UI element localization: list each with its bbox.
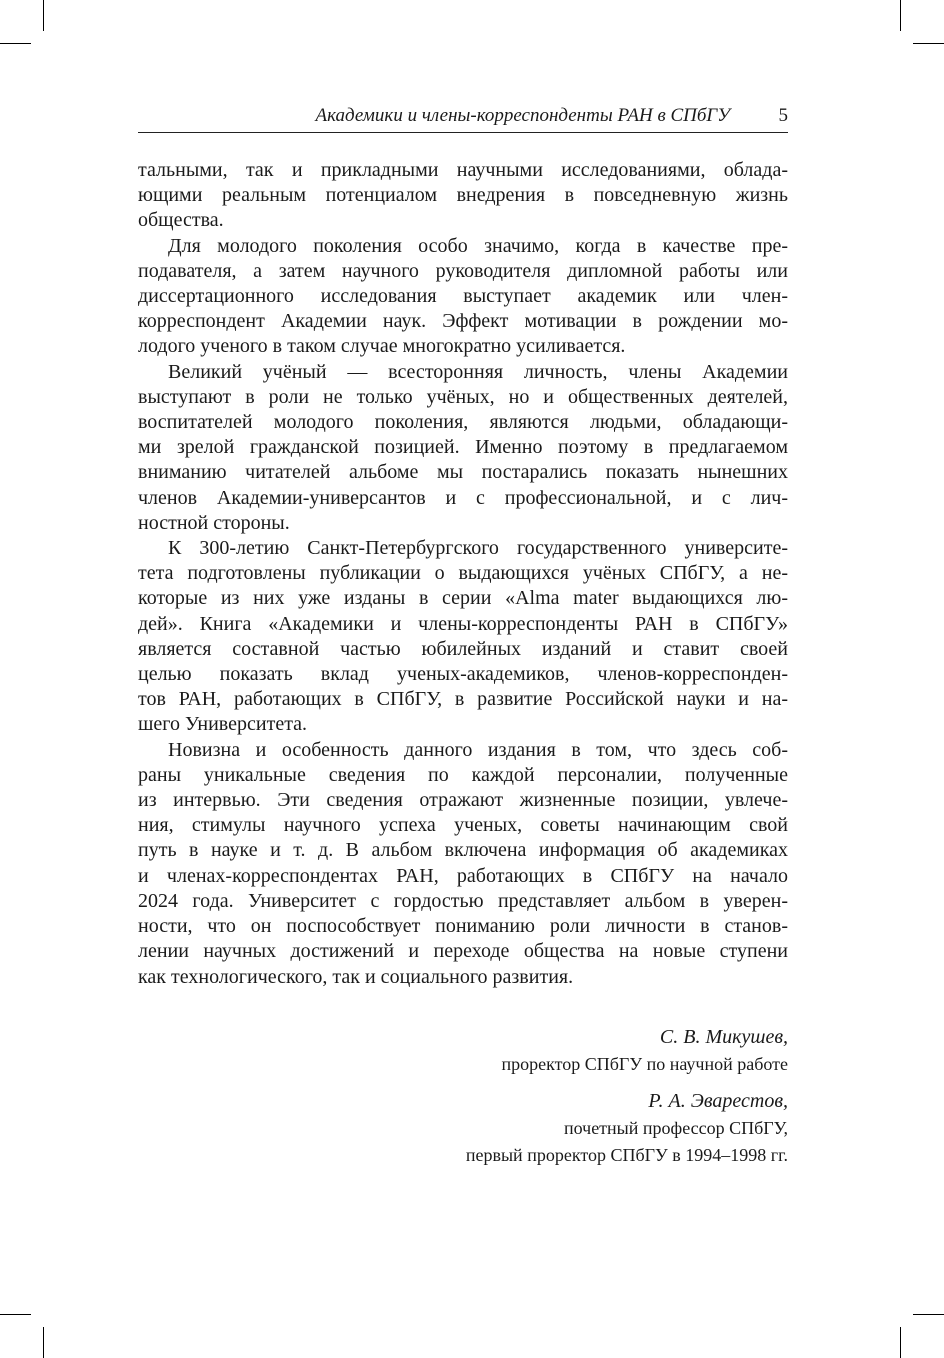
crop-mark-bottom-left [0, 1314, 31, 1315]
text-line: ния, стимулы научного успеха ученых, советы начинающим свой [138, 814, 788, 837]
paragraph [138, 360, 788, 536]
text-line: подавателя, а затем научного руководителя дипломной работы или [138, 259, 788, 282]
text-line: как технологического, так и социального развития. [138, 965, 574, 988]
text-line: и членах-корреспондентах РАН, работающих в СПбГУ на начало [138, 864, 788, 887]
crop-mark-top-left [0, 43, 31, 44]
page-number: 5 [778, 105, 788, 126]
text-line: дей». Книга «Академики и члены-корреспонденты РАН в СПбГУ» [138, 612, 788, 635]
text-line: членов Академии-универсантов и с профессиональной, и с лич- [138, 486, 788, 509]
text-line: целью показать вклад ученых-академиков, членов-корреспонден- [138, 663, 788, 686]
text-line: лодого ученого в таком случае многократно усиливается. [138, 335, 626, 358]
text-line: тов РАН, работающих в СПбГУ, в развитие Российской науки и на- [138, 688, 788, 711]
text-line: тета подготовлены публикации о выдающихся учёных СПбГУ, а не- [138, 562, 788, 585]
paragraph [138, 738, 788, 990]
text-line: корреспондент Академии наук. Эффект мотивации в рождении мо- [138, 310, 788, 333]
text-line: лении научных достижений и переходе общества на новые ступени [138, 940, 788, 963]
text-line: воспитателей молодого поколения, являются людьми, обладающи- [138, 411, 788, 434]
signature-block [138, 1024, 788, 1078]
paragraph [138, 536, 788, 738]
text-line: Новизна и особенность данного издания в том, что здесь соб- [168, 738, 788, 761]
text-line: К 300-летию Санкт-Петербургского государственного университе- [168, 537, 788, 560]
text-line: выступают в роли не только учёных, но и общественных деятелей, [138, 385, 788, 408]
signatory-role: первый проректор СПбГУ в 1994–1998 гг. [465, 1145, 788, 1165]
crop-mark-bottom-right [900, 1327, 901, 1358]
signatory-name: С. В. Микушев, [659, 1026, 788, 1048]
signatory-name: Р. А. Эварестов, [648, 1090, 788, 1112]
text-line: ми зрелой гражданской позицией. Именно поэтому в предлагаемом [138, 436, 788, 459]
crop-mark-top-left [43, 0, 44, 31]
signature-block [138, 1088, 788, 1169]
paragraph [138, 234, 788, 360]
text-line: ности, что он поспособствует пониманию роли личности в станов- [138, 915, 788, 938]
crop-mark-bottom-right [913, 1314, 944, 1315]
signatory-role: почетный профессор СПбГУ, [563, 1118, 788, 1138]
text-line: раны уникальные сведения по каждой персоналии, полученные [138, 763, 788, 786]
crop-mark-top-right [913, 43, 944, 44]
text-line: из интервью. Эти сведения отражают жизненные позиции, увлече- [138, 789, 788, 812]
text-line: тальными, так и прикладными научными исследованиями, облада- [138, 159, 788, 181]
crop-mark-bottom-left [43, 1327, 44, 1358]
signatory-role: проректор СПбГУ по научной работе [501, 1054, 788, 1074]
running-title: Академики и члены-корреспонденты РАН в СПбГУ [315, 105, 730, 126]
running-header [138, 102, 788, 133]
text-line: Великий учёный — всесторонняя личность, члены Академии [168, 360, 788, 383]
text-line: Для молодого поколения особо значимо, когда в качестве пре- [168, 234, 788, 257]
text-line: является составной частью юбилейных изданий и ставит своей [138, 637, 788, 660]
text-line: общества. [138, 209, 224, 232]
text-line: ющими реальным потенциалом внедрения в повседневную жизнь [138, 184, 788, 207]
text-line: диссертационного исследования выступает академик или член- [138, 285, 788, 308]
body-text [138, 158, 788, 990]
signatures [138, 1024, 788, 1169]
text-line: путь в науке и т. д. В альбом включена информация об академиках [138, 839, 788, 862]
text-line: шего Университета. [138, 713, 308, 736]
crop-mark-top-right [900, 0, 901, 31]
text-line: вниманию читателей альбоме мы постарались показать нынешних [138, 461, 788, 484]
text-line: ностной стороны. [138, 511, 290, 534]
text-line: которые из них уже изданы в серии «Alma mater выдающихся лю- [138, 587, 788, 610]
paragraph [138, 158, 788, 234]
text-line: 2024 года. Университет с гордостью представляет альбом в уверен- [138, 889, 788, 912]
